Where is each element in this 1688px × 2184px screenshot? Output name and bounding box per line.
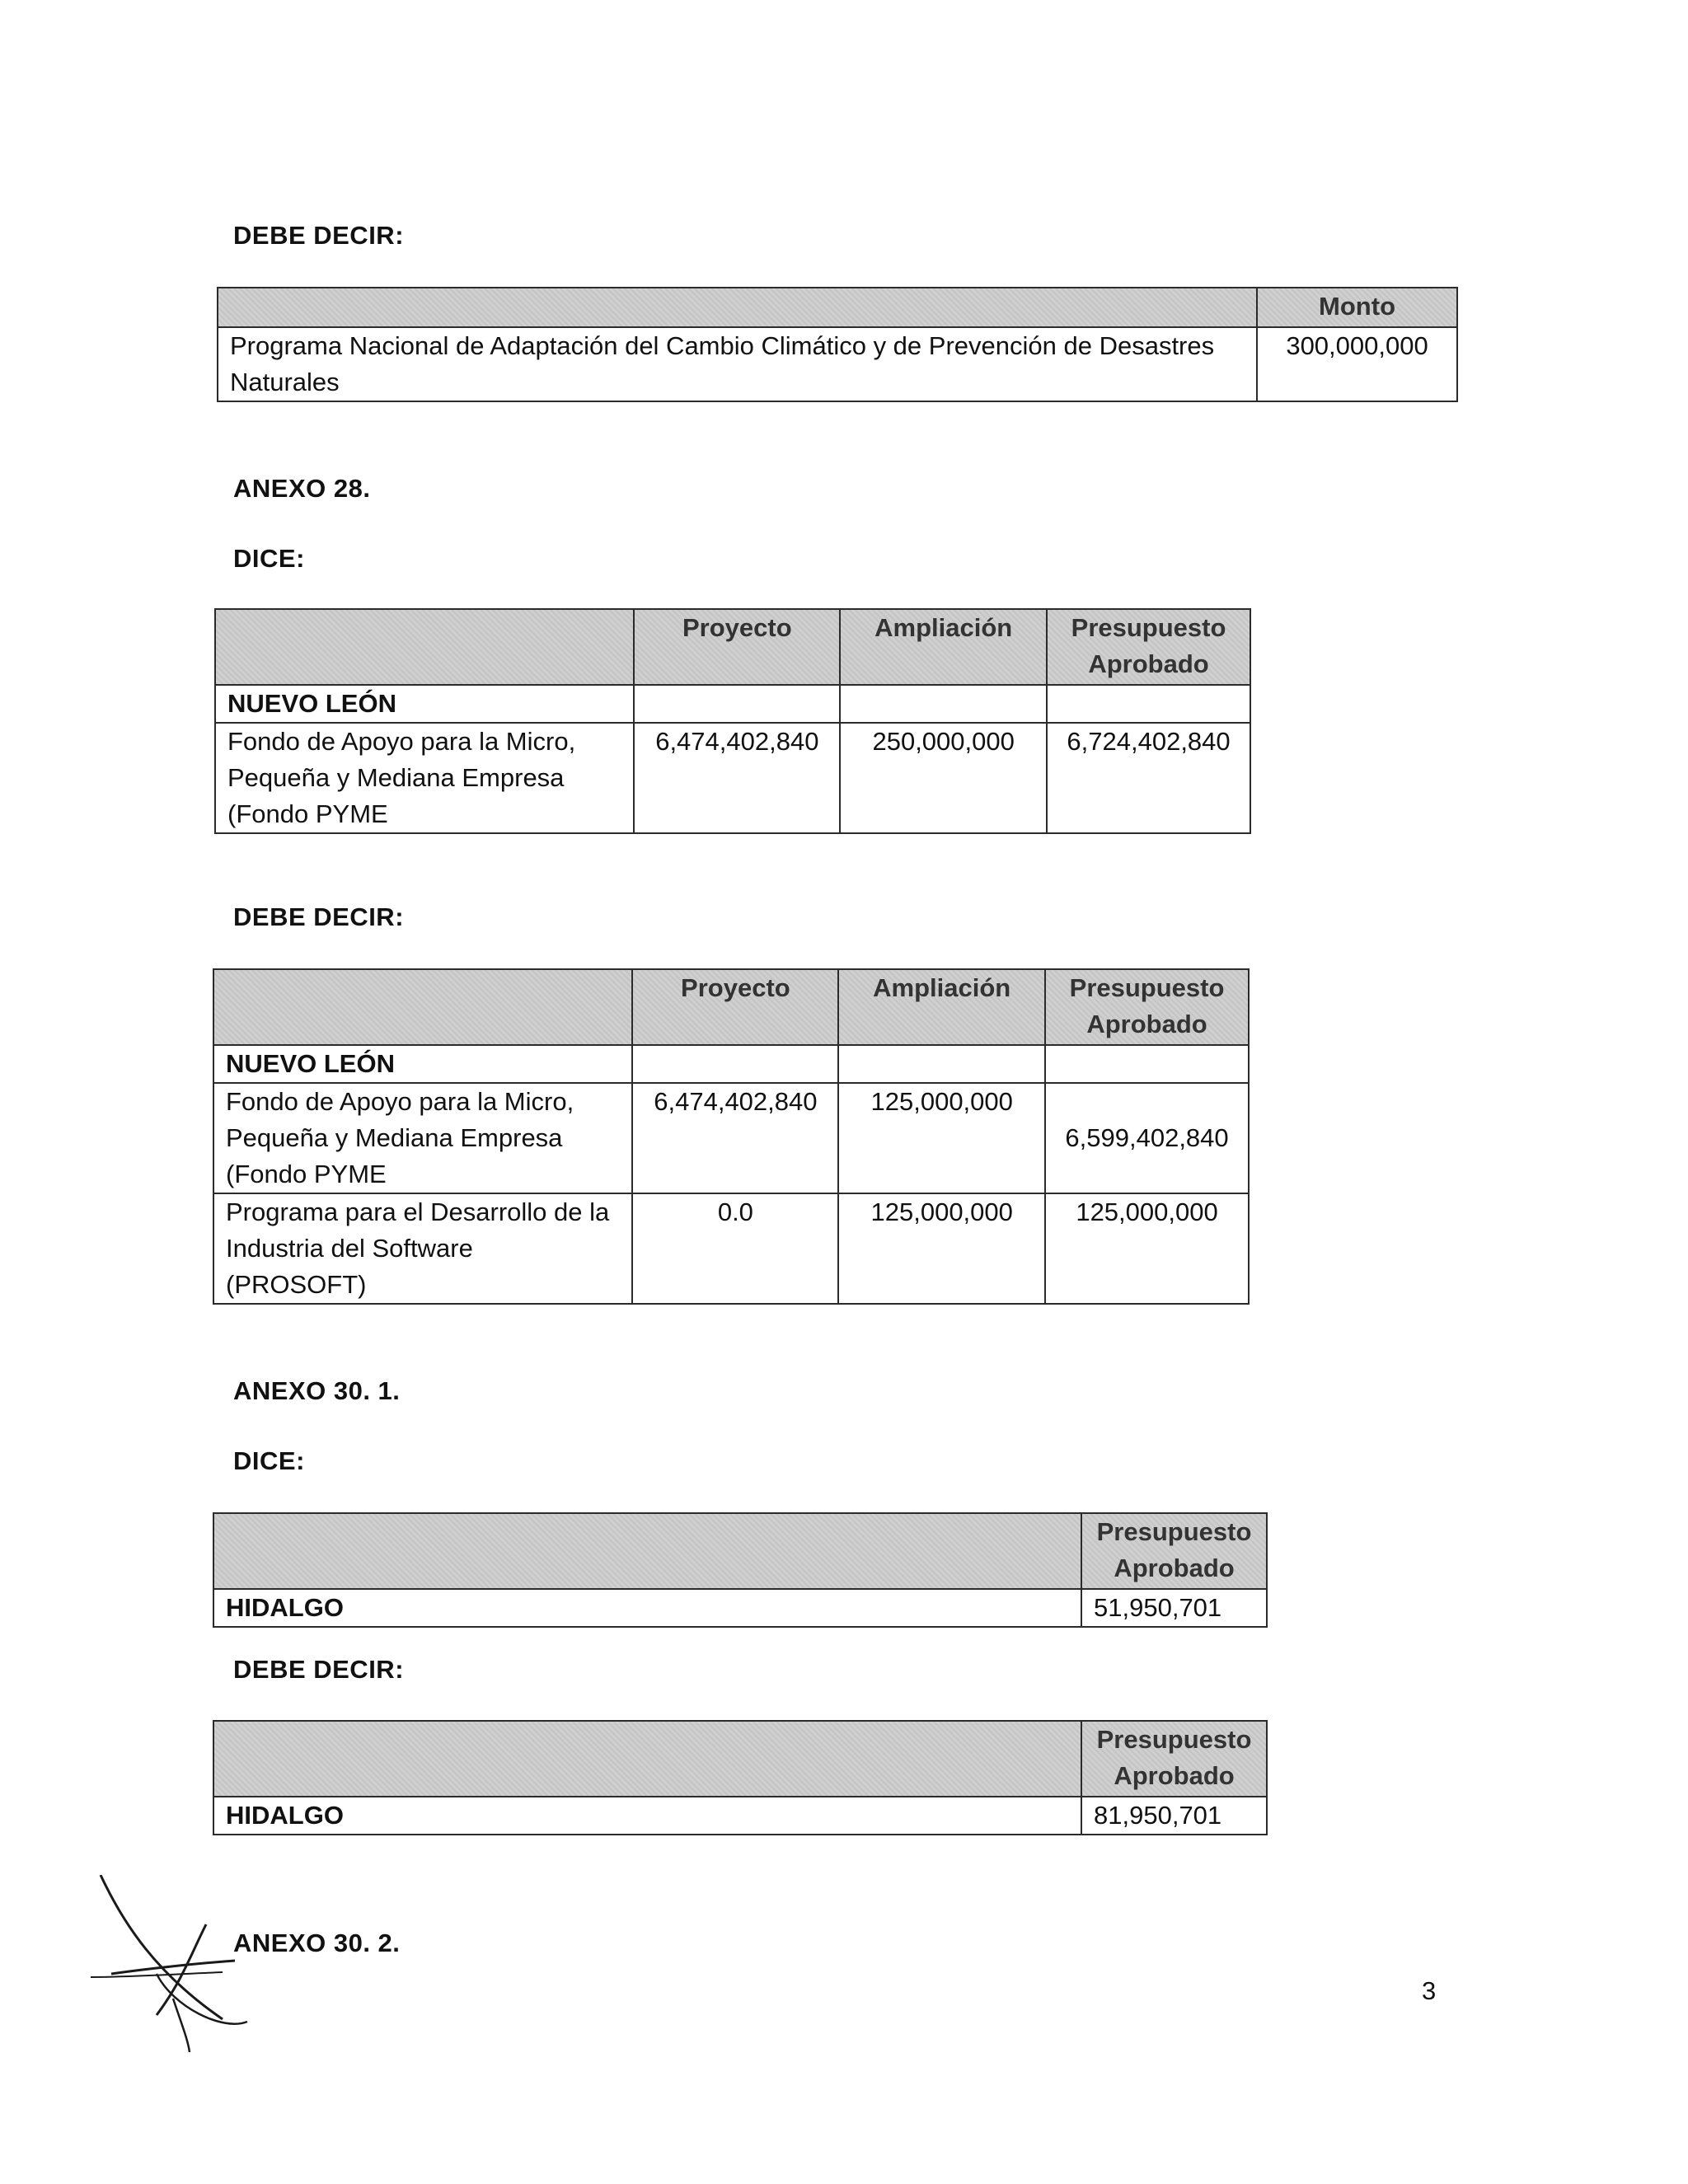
heading-anexo-30-1: ANEXO 30. 1. <box>233 1376 401 1405</box>
cell-presupuesto: 6,599,402,840 <box>1045 1083 1249 1193</box>
cell-proyecto: 0.0 <box>632 1193 838 1304</box>
cell-proyecto: 6,474,402,840 <box>632 1083 838 1193</box>
header-presupuesto: Presupuesto Aprobado <box>1081 1721 1267 1797</box>
page-number: 3 <box>1422 1976 1437 2005</box>
heading-anexo-28: ANEXO 28. <box>233 474 371 503</box>
state-label: HIDALGO <box>213 1589 1081 1627</box>
state-label: NUEVO LEÓN <box>213 1045 632 1083</box>
row-label: Fondo de Apoyo para la Micro, Pequeña y Mediana Empresa (Fondo PYME <box>215 723 634 833</box>
header-proyecto: Proyecto <box>634 609 840 685</box>
cell-ampliacion: 250,000,000 <box>840 723 1047 833</box>
cell-presupuesto: 125,000,000 <box>1045 1193 1249 1304</box>
cell-proyecto: 6,474,402,840 <box>634 723 840 833</box>
header-ampliacion: Ampliación <box>840 609 1047 685</box>
state-label: NUEVO LEÓN <box>215 685 634 723</box>
header-ampliacion: Ampliación <box>838 969 1045 1045</box>
cell-presupuesto: 81,950,701 <box>1081 1797 1267 1835</box>
monto-table <box>217 287 1458 402</box>
header-presupuesto: Presupuesto Aprobado <box>1047 609 1250 685</box>
header-proyecto: Proyecto <box>632 969 838 1045</box>
anexo28-debe-decir-table <box>213 968 1250 1305</box>
heading-dice-30-1: DICE: <box>233 1446 305 1475</box>
row-label: Fondo de Apoyo para la Micro, Pequeña y Mediana Empresa (Fondo PYME <box>213 1083 632 1193</box>
cell-ampliacion: 125,000,000 <box>838 1193 1045 1304</box>
state-label: HIDALGO <box>213 1797 1081 1835</box>
row-label: Programa para el Desarrollo de la Industria del Software (PROSOFT) <box>213 1193 632 1304</box>
header-presupuesto: Presupuesto Aprobado <box>1045 969 1249 1045</box>
handwritten-signature <box>91 1875 256 2056</box>
heading-debe-decir-28: DEBE DECIR: <box>233 902 405 931</box>
anexo30-1-debe-decir-table <box>213 1720 1268 1835</box>
heading-debe-decir-1: DEBE DECIR: <box>233 221 405 250</box>
heading-anexo-30-2: ANEXO 30. 2. <box>233 1929 401 1957</box>
header-monto: Monto <box>1257 288 1457 327</box>
heading-debe-decir-30-1: DEBE DECIR: <box>233 1655 405 1684</box>
cell-presupuesto: 51,950,701 <box>1081 1589 1267 1627</box>
program-amount: 300,000,000 <box>1257 327 1457 401</box>
anexo30-1-dice-table <box>213 1512 1268 1628</box>
cell-presupuesto: 6,724,402,840 <box>1047 723 1250 833</box>
header-presupuesto: Presupuesto Aprobado <box>1081 1513 1267 1589</box>
anexo28-dice-table <box>214 608 1251 834</box>
cell-ampliacion: 125,000,000 <box>838 1083 1045 1193</box>
program-label: Programa Nacional de Adaptación del Cambio Climático y de Prevención de Desastres Naturales <box>218 327 1257 401</box>
heading-dice-28: DICE: <box>233 544 305 573</box>
